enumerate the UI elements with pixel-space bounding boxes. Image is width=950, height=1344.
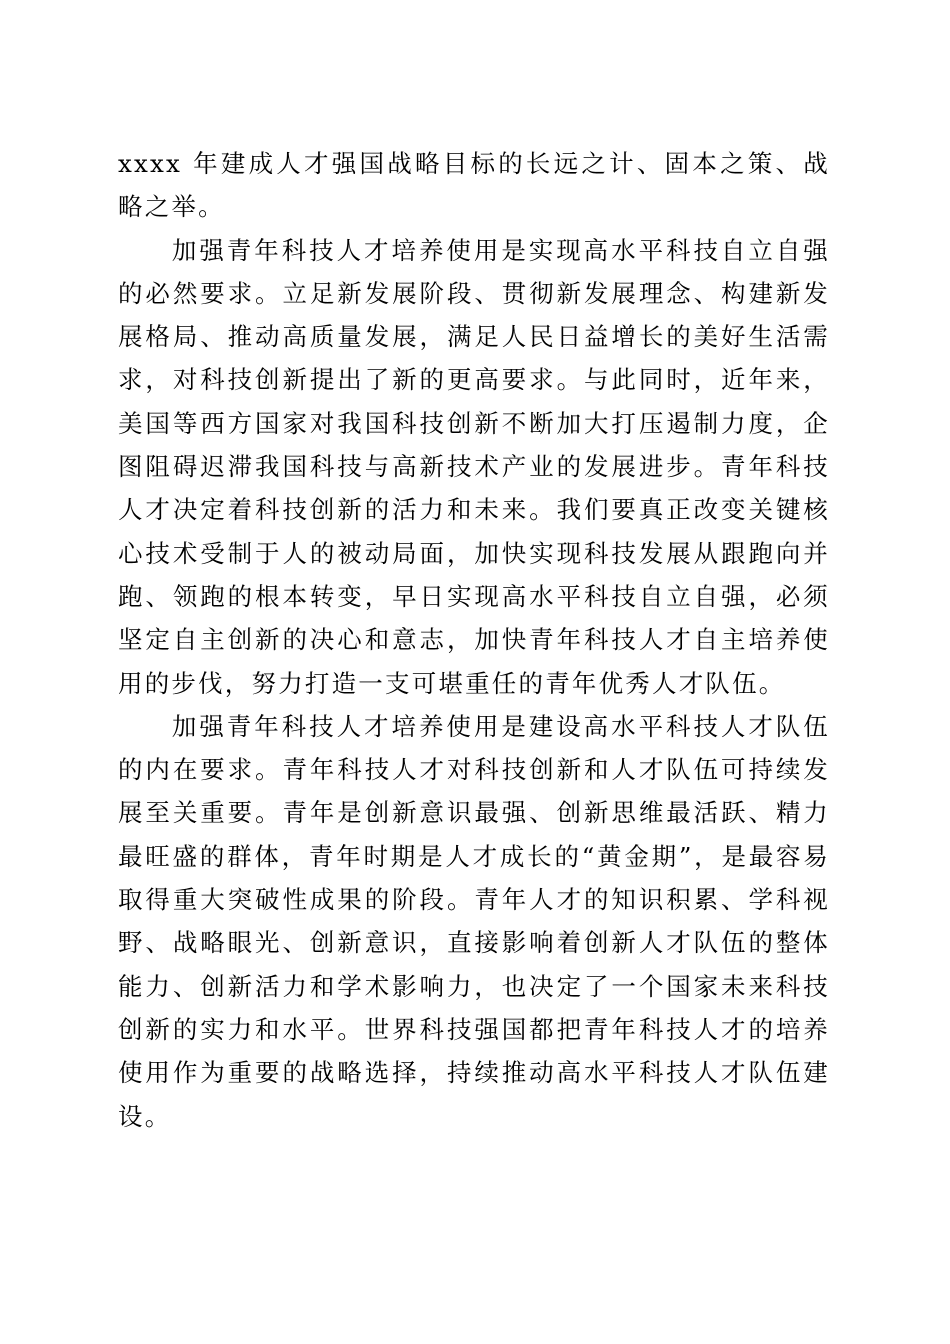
paragraph-continuation: xxxx 年建成人才强国战略目标的长远之计、固本之策、战略之举。 — [118, 149, 830, 222]
paragraph-talent-team: 加强青年科技人才培养使用是建设高水平科技人才队伍的内在要求。青年科技人才对科技创新和人才队伍可持续发展至关重要。青年是创新意识最强、创新思维最活跃、精力最旺盛的群体，青年时期是人才成长的“黄金期”，是最容易取得重大突破性成果的阶段。青年人才的知识积累、学科视野、战略眼光、创新意识，直接影响着创新人才队伍的整体能力、创新活力和学术影响力，也决定了一个国家未来科技创新的实力和水平。世界科技强国都把青年科技人才的培养使用作为重要的战略选择，持续推动高水平科技人才队伍建设。 — [118, 711, 830, 1131]
document-body — [118, 142, 830, 1138]
paragraph-tech-self-reliance: 加强青年科技人才培养使用是实现高水平科技自立自强的必然要求。立足新发展阶段、贯彻新发展理念、构建新发展格局、推动高质量发展，满足人民日益增长的美好生活需求，对科技创新提出了新的更高要求。与此同时，近年来，美国等西方国家对我国科技创新不断加大打压遏制力度，企图阻碍迟滞我国科技与高新技术产业的发展进步。青年科技人才决定着科技创新的活力和未来。我们要真正改变关键核心技术受制于人的被动局面，加快实现科技发展从跟跑向并跑、领跑的根本转变，早日实现高水平科技自立自强，必须坚定自主创新的决心和意志，加快青年科技人才自主培养使用的步伐，努力打造一支可堪重任的青年优秀人才队伍。 — [118, 235, 830, 698]
